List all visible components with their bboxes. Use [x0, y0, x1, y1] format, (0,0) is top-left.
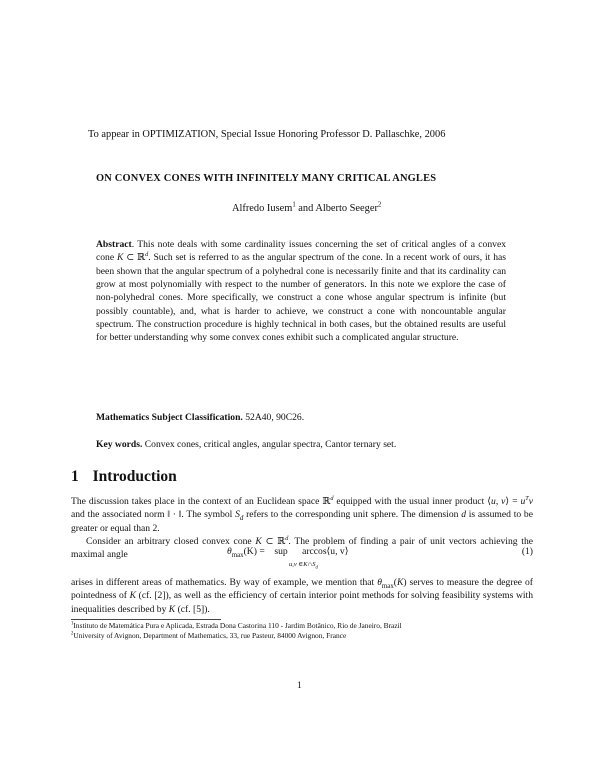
author-1-mark: 1	[292, 201, 296, 209]
author-conjunction: and	[295, 203, 316, 214]
abstract: Abstract. This note deals with some cardinality issues concerning the set of critical angles of a convex cone K ⊂ ℝ$^d$. Such set is referred to as the angular spectrum of the cone. In a recent work of ours, it has been shown that the angular spectrum of a polyhedral cone is necessarily finite and that its cardinality can grow at most polynomially with respect to the number of generators. In this note we explore the case of non-polyhedral cones. More specifically, we construct a cone whose angular spectrum is infinite (but possibly countable), and, what is harder to achieve, we construct a cone with noncountable angular spectrum. The construction procedure is highly technical in both cases, but the obtained results are useful for better understanding why some convex cones exhibit such a complicated angular structure.	[96, 239, 506, 344]
author-1: Alfredo Iusem	[232, 203, 293, 214]
section-title: Introduction	[92, 468, 177, 485]
footnote-rule	[71, 619, 221, 620]
section-number: 1	[71, 468, 79, 485]
intro-paragraph-1: The discussion takes place in the context of an Euclidean space ℝ$^d$ equipped with the usual inner product ⟨u, v⟩ = $u^Tv$ and the associated norm ‖ · ‖. The symbol $S_d$ refers to the corresponding unit sphere. The dimension d is assumed to be greater or equal than 2.	[71, 494, 533, 534]
msc-value: 52A40, 90C26.	[242, 412, 305, 423]
abstract-text-1: . This note deals with some cardinality issues concerning the set of critical angles of a convex cone	[96, 239, 506, 264]
abstract-label: Abstract	[96, 239, 132, 250]
keywords-label: Key words.	[96, 439, 143, 450]
publication-note: To appear in OPTIMIZATION, Special Issue Honoring Professor D. Pallaschke, 2006	[88, 129, 446, 140]
msc-label: Mathematics Subject Classification.	[96, 412, 243, 423]
keywords-value: Convex cones, critical angles, angular spectra, Cantor ternary set.	[142, 439, 397, 450]
section-heading	[71, 468, 177, 486]
footnotes	[71, 621, 541, 640]
equation-body: $\theta_{max}(K)$ = sup arccos⟨u, v⟩ u,v $\in K\cap S_d$	[227, 546, 349, 571]
keywords	[96, 439, 396, 450]
equation-subscript: u,v $\in K\cap S_d$	[289, 561, 318, 571]
author-2-mark: 2	[377, 201, 382, 209]
post-equation-text: arises in different areas of mathematics. By way of example, we mention that $\theta_{max}(K)$ serves to measure the degree of pointedness of K (cf. [2]), as well as the efficiency of certain interior point methods for solving feasibility systems with inequalities described by K (cf. [5]).	[71, 577, 534, 615]
author-2: Alberto Seeger	[315, 203, 378, 214]
msc-classification	[96, 412, 304, 423]
equation-number: (1)	[521, 546, 533, 557]
abstract-text-2: . Such set is referred to as the angular spectrum of the cone. In a recent work of ours, it has been shown that the angular spectrum of a polyhedral cone is necessarily finite and that its cardinality can grow at most polynomially with respect to the number of generators. In this note we explore the case of non-polyhedral cones. More specifically, we construct a cone whose angular spectrum is infinite (but possibly countable), and, what is harder to achieve, we construct a cone with noncountable angular spectrum. The construction procedure is highly technical in both cases, but the obtained results are useful for better understanding why some convex cones exhibit such a complicated angular structure.	[96, 252, 506, 344]
author-line	[232, 203, 381, 214]
paper-title: ON CONVEX CONES WITH INFINITELY MANY CRITICAL ANGLES	[96, 173, 437, 184]
page-number: 1	[297, 680, 302, 691]
footnote-2: $^2$University of Avignon, Department of Mathematics, 33, rue Pasteur, 84000 Avignon, France	[71, 630, 347, 640]
intro-paragraph-2: Consider an arbitrary closed convex cone K ⊂ ℝ$^d$. The problem of finding a pair of unit vectors achieving the maximal angle	[71, 534, 534, 561]
equation-1	[71, 543, 533, 573]
footnote-1: $^1$Instituto de Matemática Pura e Aplicada, Estrada Dona Castorina 110 - Jardim Botânico, Rio de Janeiro, Brazil	[71, 621, 402, 630]
